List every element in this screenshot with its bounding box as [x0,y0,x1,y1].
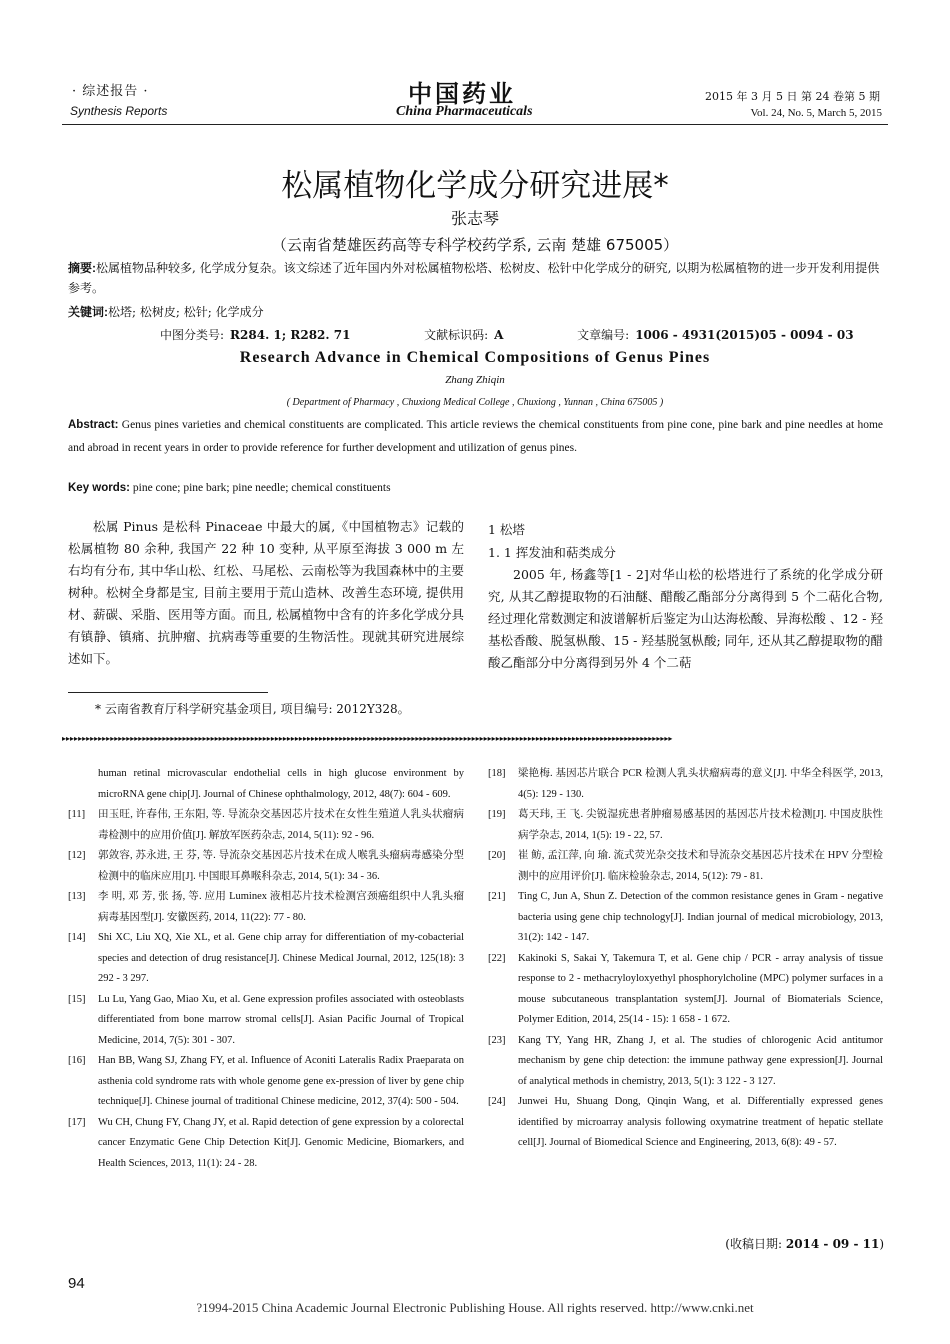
abstract-en-text: Genus pines varieties and chemical constituents are complicated. This article reviews the chemical constituents from pine cone, pine bark and pine needles at home and abroad in recent years in order to provide reference for further development and utilization of genus pines. [68,419,883,454]
section-heading-1-1: 1. 1 挥发油和萜类成分 [488,545,616,560]
reference-text: 李 明, 邓 芳, 张 扬, 等. 应用 Luminex 液相芯片技术检测宫颈癌组织中人乳头瘤病毒基因型[J]. 安徽医药, 2014, 11(22): 77 - 80. [98,891,464,923]
reference-text: Shi XC, Liu XQ, Xie XL, et al. Gene chip array for differentiation of my-cobacterial species and detection of drug resistance[J]. Chinese Medical Journal, 2012, 125(18): 3 292 - 3 297. [98,932,464,984]
section-paragraph: 2005 年, 杨鑫等[1 - 2]对华山松的松塔进行了系统的化学成分研究, 从其乙醇提取物的石油醚、醋酸乙酯部分分离得到 5 个二萜化合物, 经过理化常数测定和波谱解析后鉴定为山达海松酸、异海松酸 、12 - 羟基松香酸、脱氢枞酸、15 - 羟基脱氢枞酸; 同年, 还从其乙醇提取物的醋酸乙酯部分中分离得到另外 4 个二萜 [488,567,883,670]
english-title: Research Advance in Chemical Compositions of Genus Pines [239,349,711,366]
reference-item [68,990,464,1052]
journal-logo: 中国药业 [408,79,516,108]
abstract-cn-label: 摘要: [68,261,96,275]
received-label: (收稿日期: [725,1237,786,1251]
reference-number: [21] [488,891,506,902]
reference-item [488,805,883,846]
footnote: * 云南省教育厅科学研究基金项目, 项目编号: 2012Y328。 [95,702,410,716]
reference-text: 葛天玮, 王 飞. 尖锐湿疣患者肿瘤易感基因的基因芯片技术检测[J]. 中国皮肤性病学杂志, 2014, 1(5): 19 - 22, 57. [518,809,883,841]
reference-text: Lu Lu, Yang Gao, Miao Xu, et al. Gene expression profiles associated with osteoblasts differentiated from bone marrow stromal cells[J]. Asian Pacific Journal of Tropical Medicine, 2014, 7(5): 301 - 307. [98,993,464,1046]
reference-item [488,949,883,1031]
english-affiliation: ( Department of Pharmacy , Chuxiong Medical College , Chuxiong , Yunnan , China 675005 ) [286,397,664,408]
keywords-cn-label: 关键词: [68,305,108,319]
references-left [68,764,464,1174]
reference-continuation: human retinal microvascular endothelial cells in high glucose environment by microRNA gene chip[J]. Journal of Chinese ophthalmology, 2012, 48(7): 604 - 609. [98,768,464,800]
reference-item [488,887,883,949]
reference-item [68,1113,464,1175]
journal-name-en: China Pharmaceuticals [396,104,533,119]
keywords-en-text: pine cone; pine bark; pine needle; chemical constituents [130,482,391,494]
received-value: 2014 - 09 - 11 [785,1237,880,1251]
reference-text: Junwei Hu, Shuang Dong, Qinqin Wang, et al. Differentially expressed genes identified by microarray analysis following oxymatrine treatment of hepatic stellate cell[J]. Journal of Biomedical Science and Engineering, 2013, 6(8): 49 - 57. [518,1096,883,1148]
reference-item [68,887,464,928]
reference-number: [12] [68,850,86,861]
class-label: 中图分类号: [160,328,225,342]
article-title: 松属植物化学成分研究进展* [281,168,669,204]
reference-text: 崔 鲂, 孟江萍, 向 瑜. 流式荧光杂交技术和导流杂交基因芯片技术在 HPV 分型检测中的应用评价[J]. 临床检验杂志, 2014, 5(12): 79 - 81. [518,850,883,882]
reference-item [68,805,464,846]
reference-item [488,1092,883,1154]
reference-text: 郭敛容, 苏永进, 王 芬, 等. 导流杂交基因芯片技术在成人喉乳头瘤病毒感染分型检测中的临床应用[J]. 中国眼耳鼻喉科杂志, 2014, 5(1): 34 - 36. [98,850,464,882]
issue-info-en: Vol. 24, No. 5, March 5, 2015 [750,107,882,119]
section-heading-1: 1 松塔 [488,522,525,537]
continuation-divider: ▸▸▸▸▸▸▸▸▸▸▸▸▸▸▸▸▸▸▸▸▸▸▸▸▸▸▸▸▸▸▸▸▸▸▸▸▸▸▸▸▸▸▸▸▸▸▸▸▸▸▸▸▸▸▸▸▸▸▸▸▸▸▸▸▸▸▸▸▸▸▸▸▸▸▸▸▸▸▸▸▸▸▸▸▸▸▸▸▸▸▸▸▸▸▸▸▸▸▸▸▸▸▸▸▸▸▸▸▸▸▸▸▸▸▸▸▸▸▸▸▸▸▸▸▸▸▸▸▸▸▸▸▸▸▸▸▸▸▸▸▸▸▸▸▸▸▸▸▸▸▸▸ [62,734,673,743]
reference-text: 梁艳梅. 基因芯片联合 PCR 检测人乳头状瘤病毒的意义[J]. 中华全科医学, 2013, 4(5): 129 - 130. [518,768,883,800]
reference-text: Kakinoki S, Sakai Y, Takemura T, et al. Gene chip / PCR - array analysis of tissue response to 2 - methacryloyloxyethyl phosphorylcholine (MPC) polymer surfaces in a mouse subcutaneous transplantation system[J]. Journal of Biomaterials Science, Polymer Edition, 2014, 25(14 - 15): 1 658 - 1 672. [518,952,883,1025]
footnote-rule [68,692,268,693]
reference-text: Wu CH, Chung FY, Chang JY, et al. Rapid detection of gene expression by a colorectal cancer Enzymatic Gene Chip Detection Kit[J]. Genomic Medicine, Biomarkers, and Health Sciences, 2013, 11(1): 24 - 28. [98,1116,464,1169]
section-label-en: Synthesis Reports [70,104,168,118]
reference-text: Kang TY, Yang HR, Zhang J, et al. The studies of chlorogenic Acid antitumor mechanism by gene chip detection: the immune pathway gene expression[J]. Journal of analytical methods in chemistry, 2013, 5(1): 3 122 - 3 127. [518,1034,883,1087]
class-value: R284. 1; R282. 71 [230,328,351,342]
keywords-cn-text: 松塔; 松树皮; 松针; 化学成分 [108,305,264,319]
keywords-en-label: Key words: [68,482,130,494]
doc-code-value: A [494,328,504,342]
reference-text: 田玉旺, 许春伟, 王东阳, 等. 导流杂交基因芯片技术在女性生殖道人乳头状瘤病毒检测中的应用价值[J]. 解放军医药杂志, 2014, 5(11): 92 - 96. [98,809,464,841]
reference-number: [23] [488,1034,506,1046]
abstract-en-label: Abstract: [68,419,119,431]
reference-item [488,846,883,887]
section-label-cn: · 综述报告 · [72,84,149,99]
abstract-cn [68,258,883,298]
reference-text: Ting C, Jun A, Shun Z. Detection of the common resistance genes in Gram - negative bacteria using gene chip technology[J]. Indian journal of medical microbiology, 2013, 31(2): 142 - 147. [518,891,883,943]
keywords-en [68,482,391,494]
reference-number: [19] [488,809,506,820]
article-id-value: 1006 - 4931(2015)05 - 0094 - 03 [635,328,854,342]
abstract-cn-text: 松属植物品种较多, 化学成分复杂。该文综述了近年国内外对松属植物松塔、松树皮、松针中化学成分的研究, 以期为松属植物的进一步开发利用提供参考。 [68,261,880,295]
references-right [488,764,883,1154]
intro-paragraph: 松属 Pinus 是松科 Pinaceae 中最大的属,《中国植物志》记载的松属植物 80 余种, 我国产 22 种 10 变种, 从平原至海拔 3 000 m 左右均有分布, 其中华山松、红松、马尾松、云南松等为我国森林中的主要树种。松树全身都是宝, 目前主要用于荒山造林、改善生态环境, 提供用材、薪碳、采脂、医用等方面。而且, 松属植物中含有的许多化学成分具有镇静、镇痛、抗肿瘤、抗病毒等重要的生物活性。现就其研究进展综述如下。 [68,519,464,666]
classification-line [160,326,854,343]
reference-number: [24] [488,1096,506,1107]
abstract-en [68,414,883,460]
reference-item [68,846,464,887]
reference-number: [15] [68,993,86,1005]
received-end: ) [879,1237,884,1251]
article-affiliation: （云南省楚雄医药高等专科学校药学系, 云南 楚雄 675005） [271,236,679,254]
copyright-footer: ?1994-2015 China Academic Journal Electronic Publishing House. All rights reserved. http://www.cnki.net [196,1300,754,1315]
reference-item [68,928,464,990]
reference-number: [11] [68,809,86,820]
reference-number: [18] [488,768,506,779]
keywords-cn [68,303,264,320]
reference-number: [14] [68,932,86,943]
issue-info-cn: 2015 年 3 月 5 日 第 24 卷第 5 期 [705,90,880,103]
reference-item [68,1051,464,1113]
reference-text: Han BB, Wang SJ, Zhang FY, et al. Influence of Aconiti Lateralis Radix Praeparata on asthenia cold syndrome rats with whole genome gene ex-pression of liver by gene chip technique[J]. Chinese journal of traditional Chinese medicine, 2012, 37(4): 500 - 504. [98,1055,464,1107]
doc-code-label: 文献标识码: [424,328,489,342]
reference-number: [20] [488,850,506,861]
received-date [725,1235,884,1252]
header-rule [62,124,888,125]
page-number: 94 [68,1275,85,1292]
article-id-label: 文章编号: [577,328,630,342]
reference-item [488,1031,883,1093]
reference-number: [13] [68,891,86,902]
english-author: Zhang Zhiqin [445,374,505,386]
article-author: 张志琴 [450,209,499,228]
reference-item [488,764,883,805]
reference-number: [22] [488,952,506,964]
reference-number: [16] [68,1055,86,1066]
reference-number: [17] [68,1116,86,1128]
